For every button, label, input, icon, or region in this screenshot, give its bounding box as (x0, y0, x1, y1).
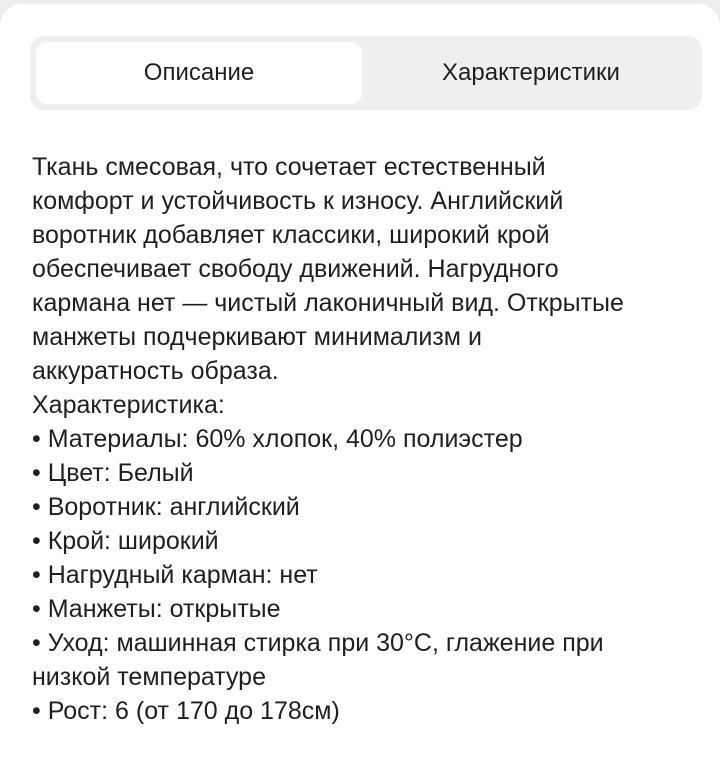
spec-item-cuffs: • Манжеты: открытые (32, 595, 281, 623)
tab-switcher (30, 36, 702, 110)
description-text (32, 150, 692, 728)
specs-heading: Характеристика: (32, 391, 225, 419)
spec-item-pocket: • Нагрудный карман: нет (32, 561, 318, 589)
product-info-card (0, 4, 720, 757)
tab-specifications[interactable]: Характеристики (442, 59, 620, 86)
spec-item-collar: • Воротник: английский (32, 493, 300, 521)
description-paragraph: Ткань смесовая, что сочетает естественный комфорт и устойчивость к износу. Английский воротник добавляет классики, широкий крой обеспечивает свободу движений. Нагрудного кармана нет — чистый лаконичный вид. Открытые манжеты подчеркивают минимализм и аккуратность образа. (32, 153, 624, 385)
tab-description[interactable]: Описание (36, 42, 362, 104)
spec-item-fit: • Крой: широкий (32, 527, 219, 555)
spec-item-color: • Цвет: Белый (32, 459, 194, 487)
spec-item-size: • Рост: 6 (от 170 до 178см) (32, 697, 340, 725)
spec-item-materials: • Материалы: 60% хлопок, 40% полиэстер (32, 425, 523, 453)
spec-item-care: • Уход: машинная стирка при 30°C, глажение при низкой температуре (32, 629, 604, 691)
